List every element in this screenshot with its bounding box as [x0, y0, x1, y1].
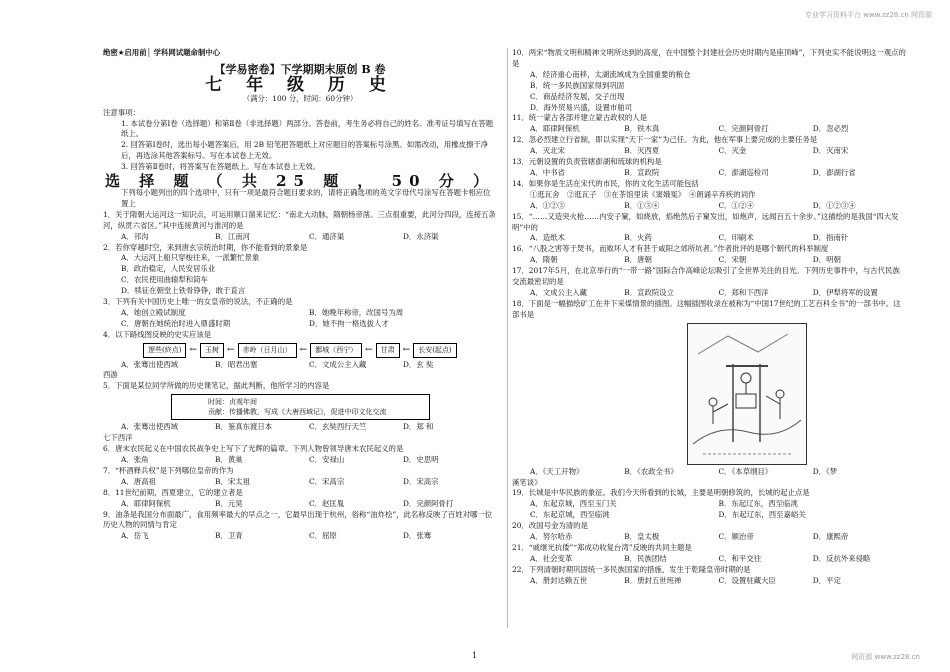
section-title: 选 择 题 （ 共 25 题 ， 50 分 ） — [105, 172, 495, 191]
arrow-left-icon: ← — [189, 344, 198, 355]
option: C．设置驻藏大臣 — [718, 575, 776, 585]
option: C．东起京城，西至临洮 — [530, 510, 610, 520]
option: A．灭北宋 — [530, 146, 565, 156]
route-stop: 长安(起点) — [413, 343, 456, 358]
note-item: 3. 回答第Ⅱ卷时，将答案写在答题纸上。写在本试卷上无效。 — [121, 162, 321, 172]
option: C．顺治帝 — [718, 532, 754, 542]
option: D．张骞 — [403, 531, 432, 541]
watermark-top: 专业学习资料平台 www.zz28.cn 网资源 — [805, 11, 932, 19]
question-options — [512, 467, 907, 478]
option: A．册封达赖五世 — [530, 575, 588, 585]
option: A．东起京城，西至玉门关 — [530, 499, 617, 509]
option: C．玄奘西行天竺 — [309, 422, 367, 432]
option: A．隋朝 — [530, 255, 558, 265]
question-options — [103, 499, 497, 510]
option: C．印刷术 — [718, 233, 754, 243]
arrow-left-icon: ← — [402, 344, 411, 355]
question-options — [103, 477, 497, 488]
option: B．黄巢 — [215, 455, 243, 464]
question-options — [103, 308, 497, 319]
arrow-left-icon: ← — [299, 344, 308, 355]
question-stem: 5．下面是某位同学所做的历史课笔记，据此判断，他所学习的内容是 — [103, 381, 330, 391]
question-options — [103, 455, 497, 466]
question-options — [512, 510, 907, 521]
option: A．耶律阿保机 — [121, 498, 171, 508]
note-line: 时间：贞观年间 — [208, 398, 257, 407]
option: C．郑和下西洋 — [718, 287, 769, 297]
question-stem: 3．下列有关中国历史上唯一的女皇帝的说法，不正确的是 — [103, 297, 293, 307]
exam-subtitle: 【学易密卷】下学期期末原创 B 卷 — [214, 62, 386, 76]
option: D．反抗外来侵略 — [812, 553, 871, 563]
route-stop: 甘肃 — [376, 343, 400, 358]
question-options — [512, 168, 907, 179]
option: D．康熙帝 — [812, 532, 849, 542]
route-stop: 逻些(終点) — [143, 343, 186, 358]
question-options — [512, 233, 907, 244]
option: D．史思明 — [403, 455, 439, 464]
question-options — [512, 201, 907, 212]
option: D．海外贸易兴盛，设置市舶司 — [530, 102, 633, 112]
question-stem: 12．忽必烈建立行省制，即以实现“天下一家”为己任。为此，他在军事上要完成的主要任务是 — [512, 135, 818, 145]
option: B．册封五世班禅 — [624, 575, 682, 585]
option: C．澎湖巡检司 — [718, 167, 769, 177]
option: A．张角 — [121, 455, 149, 464]
note-line: 贡献：传播佛教，写成《大唐西域记》，促进中印文化交流 — [208, 408, 387, 417]
option: D．完颜阿骨打 — [403, 498, 454, 508]
option: D．忽必烈 — [812, 124, 849, 134]
note-box — [171, 394, 430, 420]
question-stem: 6．唐末农民起义在中国农民战争史上写下了光辉的篇章。下列人物曾领导唐末农民起义的是 — [103, 444, 404, 454]
option: C．灭金 — [718, 146, 747, 156]
question-stem: 2．若你穿越时空，来到唐玄宗统治时期，你不能看到的景象是 — [103, 242, 308, 252]
option: A．岳飞 — [121, 531, 149, 541]
option: D．《梦 — [812, 466, 838, 476]
option: C．商品经济发展，交子出现 — [530, 91, 625, 101]
question-stem: 9．油条是我国分布面最广，食用频率最大的早点之一，它最早出现于杭州，俗称“油炸桧”，此名称反映了百姓对哪一位历史人物的同情与肯定 — [103, 509, 493, 530]
question-options — [103, 232, 497, 243]
question-options — [103, 531, 497, 542]
secret-label: 绝密★启用前│ 学科网试题命制中心 — [103, 48, 221, 57]
option: D．指南针 — [812, 233, 849, 243]
question-stem: 8．11世纪前期，西夏建立，它的建立者是 — [103, 487, 243, 497]
note-item: 1. 本试卷分第Ⅰ卷（选择题）和第Ⅱ卷（非选择题）两部分。答卷前，考生务必将自己的姓名、准考证号填写在答题纸上。 — [121, 118, 494, 139]
option: C．宋高宗 — [309, 476, 345, 486]
figure-area — [512, 321, 907, 467]
option: B．火药 — [624, 233, 652, 243]
exam-title: 七 年 级 历 史 — [205, 74, 395, 95]
option: A．①②③ — [530, 200, 565, 210]
option: B．①③④ — [624, 200, 660, 210]
option: B．宣政院设立 — [624, 287, 675, 297]
score-line: （满分：100 分，时间：60分钟） — [242, 93, 358, 103]
option: A．张骞出使西域 — [121, 359, 179, 369]
question-stem: 7．“杯酒释兵权”是下列哪位皇帝的作为 — [103, 465, 234, 475]
option: A．耶律阿保机 — [530, 124, 580, 134]
option: C．《本草纲目》 — [718, 466, 773, 476]
question-options — [512, 532, 907, 543]
arrow-left-icon: ← — [227, 344, 235, 355]
option: C．完颜阿骨打 — [718, 124, 769, 134]
question-options — [103, 253, 497, 297]
question-options — [512, 554, 907, 565]
option: A．她创立殿试制度 — [121, 307, 186, 317]
option: C．和平交往 — [718, 553, 762, 563]
statement-list: ①逛瓦舍 ②逛瓦子 ③在茶馆里读《窦娥冤》 ④朗诵辛弃疾的词作 — [530, 189, 756, 199]
question-options — [512, 146, 907, 157]
question-options — [512, 70, 907, 114]
option: B．灭西夏 — [624, 146, 660, 156]
question-stem: 17．2017年5月，在北京举行的“一带一路”国际合作高峰论坛吸引了全世界关注的目光。下列历史事件中，与古代民族交流最密切的是 — [512, 266, 900, 287]
question-stem: 18．下面是一幅描绘矿工在井下采煤情景的插图。这幅插图收录在被称为“中国17世纪的工艺百科全书”的一部书中。这部书是 — [512, 298, 901, 319]
option: B．皇太极 — [624, 532, 660, 542]
option: A．文成公主入藏 — [530, 287, 588, 297]
option: D．澎湖行省 — [812, 167, 856, 177]
question-options — [512, 255, 907, 266]
option: B．《农政全书》 — [624, 466, 678, 476]
left-column — [103, 48, 497, 542]
option: D．犊征在朝堂上铁骨铮铮，敢于直言 — [121, 286, 246, 296]
option: A．努尔哈赤 — [530, 532, 573, 542]
option: B．政治稳定，人民安居乐业 — [121, 264, 216, 274]
option: A．经济重心南移，太湖流域成为全国重要的粮仓 — [530, 69, 691, 79]
question-stem: 4．以下路线图反映的史实应该是 — [103, 329, 212, 339]
option: D．永济渠 — [403, 231, 439, 241]
route-diagram — [143, 343, 497, 358]
right-column — [512, 48, 907, 587]
option: A．中书省 — [530, 167, 565, 177]
question-stem: 14．如果你是生活在宋代的市民，你的文化生活可能包括 — [512, 178, 699, 188]
option: B．宣政院 — [624, 167, 660, 177]
option: D．东起辽东，西至嘉峪关 — [718, 510, 806, 520]
mining-illustration — [687, 323, 807, 465]
option: B．统一多民族国家得到巩固 — [530, 80, 625, 90]
question-stem: 21．“戚继光抗倭”“郑成功收复台湾”反映的共同主题是 — [512, 543, 692, 552]
question-options — [512, 499, 907, 510]
question-options — [512, 288, 907, 299]
option: D．她不拘一格选拔人才 — [309, 318, 389, 328]
option: B．铁木真 — [624, 124, 660, 134]
question-stem: 20．改国号金为清的是 — [512, 521, 588, 531]
mining-illustration-drawing — [688, 324, 806, 464]
question-stem: 10．两宋“物质文明和精神文明所达到的高度，在中国整个封建社会历史时期内是座顶峰”，下列史实不能说明这一观点的是 — [512, 48, 906, 68]
question-stem: 15．“……又造突火枪……内安子窠，如烧放，焰绝然后子窠发出，如炮声，远闻百五十余步。”这描绘的是我国“四大发明”中的 — [512, 211, 899, 232]
option: C．唐朝在她统治时进入鼎盛时期 — [121, 318, 231, 328]
option: B．昭君出塞 — [215, 359, 258, 369]
option: C．赵匡胤 — [309, 498, 345, 508]
route-stop: 玉树 — [200, 343, 224, 358]
option: D．明朝 — [812, 255, 841, 265]
question-stem: 11．统一蒙古各部并建立蒙古政权的人是 — [512, 113, 648, 123]
option: B．唐朝 — [624, 255, 652, 265]
option: B．宋太祖 — [215, 476, 250, 486]
notes-heading: 注意事项： — [103, 107, 140, 117]
option-continuation: 西游 — [103, 370, 118, 380]
page-number: 1 — [472, 651, 478, 660]
option-continuation: 溪笔谈》 — [512, 477, 542, 487]
option: D．郑 和 — [403, 422, 434, 432]
option: A．大运河上船只穿梭往来，一派繁忙景象 — [121, 253, 260, 263]
question-options — [103, 360, 497, 371]
option: B．她晚年称帝，改国号为周 — [309, 307, 404, 317]
option-continuation: 七下西洋 — [103, 433, 133, 443]
watermark-bottom: 网资源 www.zz28.cn — [851, 653, 920, 661]
question-options — [103, 319, 497, 330]
option: C．通济渠 — [309, 231, 345, 241]
option: D．灭南宋 — [812, 146, 849, 156]
option: D．平定 — [812, 575, 841, 585]
question-options — [512, 124, 907, 135]
option: B．鉴真东渡日本 — [215, 422, 273, 432]
option: D．①②③④ — [812, 200, 856, 210]
option: C．①②④ — [718, 200, 754, 210]
option: C．宋朝 — [718, 255, 747, 265]
question-stem: 1．关于隋朝大运河这一知识点，可运用顺口溜来记忆：“南北大动脉，隋朝杨帝凿。三点很重要，此河分四段，连接五条河，纵贯六省区。”其中连接黄河与淮河的是 — [103, 209, 496, 230]
question-stem: 16．“八股之害等于焚书，而败坏人才有甚于咸阳之郊所坑者。”作者批评的是哪个朝代的科举制度 — [512, 244, 829, 254]
option: B．民族团结 — [624, 553, 667, 563]
route-stop: 赤岭（日月山） — [238, 343, 297, 358]
option: C．文成公主入藏 — [309, 359, 367, 369]
option: B．江南河 — [215, 231, 250, 241]
option: B．卫青 — [215, 531, 243, 541]
option: C．安禄山 — [309, 455, 345, 464]
option: C．农民使用曲辕犁和筒车 — [121, 275, 208, 285]
option: D．玄 奘 — [403, 359, 434, 369]
option: D．宋高宗 — [403, 476, 439, 486]
option: A．邗沟 — [121, 231, 149, 241]
question-stem: 22．下列清朝时期巩固统一多民族国家的措施，发生于乾隆皇帝时期的是 — [512, 564, 751, 574]
option: A．造纸术 — [530, 233, 565, 243]
arrow-left-icon: ← — [365, 344, 373, 355]
option: A．张骞出使西域 — [121, 422, 179, 432]
option: A．唐高祖 — [121, 476, 156, 486]
option: A．社会变革 — [530, 553, 573, 563]
column-divider — [507, 48, 508, 628]
option: B．东起辽东，西至临洮 — [718, 499, 798, 509]
note-item: 2. 回答第Ⅰ卷时，选出每小题答案后，用 2B 铅笔把答题纸上对应题目的答案标号涂黑。如需改动，用橡皮擦干净后，再选涂其他答案标号。写在本试卷上无效。 — [121, 140, 489, 161]
option: A．《天工开物》 — [530, 466, 584, 476]
question-options — [103, 422, 497, 433]
question-options — [512, 576, 907, 587]
question-stem: 13．元朝设置的负责管辖澎湖和琉球的机构是 — [512, 157, 662, 167]
option: C．屈原 — [309, 531, 337, 541]
route-stop: 鄯城（西宁） — [310, 343, 362, 358]
option: B．元昊 — [215, 498, 243, 508]
option: D．伊犁将军的设置 — [812, 287, 878, 297]
question-stem: 19．长城是中华民族的象征。我们今天所看到的长城，主要是明朝修筑的，长城的起止点是 — [512, 488, 810, 498]
section-instruction: 下列每小题列出的四个选项中，只有一项是最符合题目要求的，请将正确选项的英文字母代号涂写在答题卡相应位置上 — [121, 187, 491, 208]
